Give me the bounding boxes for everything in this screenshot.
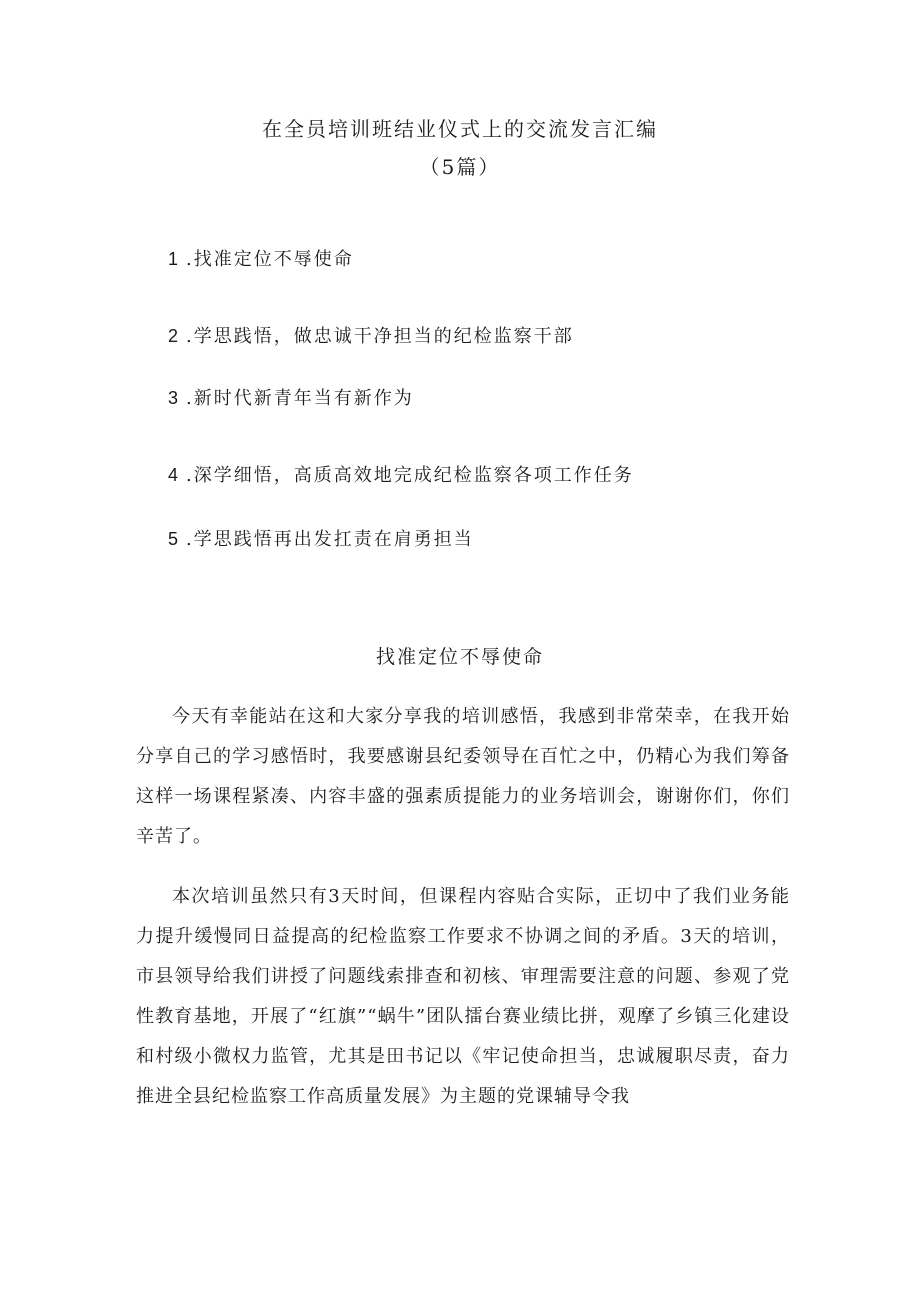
toc-item-number: 3 (168, 388, 181, 408)
document-title: 在全员培训班结业仪式上的交流发言汇编 (262, 117, 658, 141)
toc-item-text: .学思践悟，做忠诚干净担当的纪检监察干部 (186, 326, 574, 347)
toc-item (168, 461, 634, 490)
toc-item (168, 525, 474, 554)
toc-item (168, 322, 574, 351)
section-body (136, 697, 790, 1137)
document-subtitle: （5篇） (419, 155, 501, 179)
toc-item-number: 5 (168, 529, 181, 549)
toc-item-number: 1 (168, 249, 181, 269)
toc-item-text: .深学细悟，高质高效地完成纪检监察各项工作任务 (186, 465, 634, 486)
paragraph: 本次培训虽然只有3天时间，但课程内容贴合实际，正切中了我们业务能力提升缓慢同日益提高的纪检监察工作要求不协调之间的矛盾。3天的培训，市县领导给我们讲授了问题线索排查和初核、审理需要注意的问题、参观了党性教育基地，开展了“红旗”“蜗牛”团队擂台赛业绩比拼，观摩了乡镇三化建设和村级小微权力监管，尤其是田书记以《牢记使命担当，忠诚履职尽责，奋力推进全县纪检监察工作高质量发展》为主题的党课辅导令我 (136, 886, 790, 1107)
paragraph: 今天有幸能站在这和大家分享我的培训感悟，我感到非常荣幸，在我开始分享自己的学习感悟时，我要感谢县纪委领导在百忙之中，仍精心为我们筹备这样一场课程紧凑、内容丰盛的强素质提能力的业务培训会，谢谢你们，你们辛苦了。 (136, 706, 790, 847)
toc-item-number: 4 (168, 465, 181, 485)
toc-item-text: .新时代新青年当有新作为 (186, 388, 414, 409)
toc-item (168, 384, 414, 413)
toc-item (168, 245, 354, 274)
toc-item-text: .学思践悟再出发扛责在肩勇担当 (186, 529, 474, 550)
section-title: 找准定位不辱使命 (375, 646, 544, 668)
toc-item-text: .找准定位不辱使命 (186, 249, 354, 270)
toc-item-number: 2 (168, 326, 181, 346)
